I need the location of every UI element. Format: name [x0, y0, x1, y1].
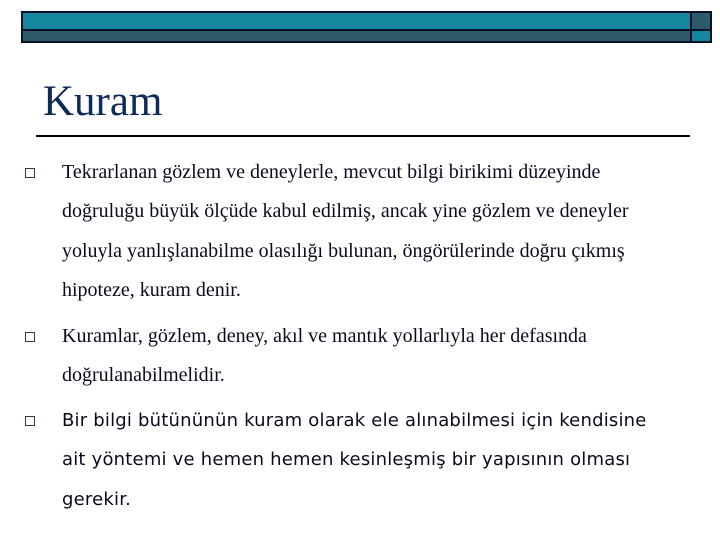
bullet-3-line-1: Bir bilgi bütününün kuram olarak ele alınabilmesi için kendisine: [62, 410, 647, 431]
hollow-square-bullet-icon: [25, 332, 35, 342]
bullet-3-line-2: ait yöntemi ve hemen hemen kesinleşmiş bir yapısının olması: [62, 449, 631, 471]
bullet-1-line-1: Tekrarlanan gözlem ve deneylerle, mevcut bilgi birikimi düzeyinde: [62, 161, 601, 183]
bullet-1-line-3: yoluyla yanlışlanabilme olasılığı bulunan, öngörülerinde doğru çıkmış: [62, 239, 625, 262]
slide-title: Kuram: [43, 78, 163, 125]
bullet-2-line-2: doğrulanabilmelidir.: [62, 364, 225, 387]
bullet-text-3: [62, 401, 702, 519]
bullet-text-1: [62, 153, 702, 310]
header-bar-bottom-corner: [692, 31, 710, 41]
hollow-square-bullet-icon: [25, 168, 35, 178]
hollow-square-bullet-icon: [25, 416, 35, 426]
header-bar-top-corner: [692, 13, 710, 29]
bullet-1-line-2: doğruluğu büyük ölçüde kabul edilmiş, ancak yine gözlem ve deneyler: [62, 200, 629, 223]
title-underline-divider: [36, 135, 690, 137]
bullet-1-line-4: hipoteze, kuram denir.: [62, 278, 241, 301]
header-bar-top-band: [23, 13, 690, 29]
header-bar-bottom-band: [23, 31, 690, 41]
bullet-3-line-3: gerekir.: [62, 488, 132, 510]
slide-header-bar: [21, 11, 712, 43]
bullet-text-2: [62, 317, 702, 396]
bullet-2-line-1: Kuramlar, gözlem, deney, akıl ve mantık yollarlıyla her defasında: [62, 325, 587, 347]
